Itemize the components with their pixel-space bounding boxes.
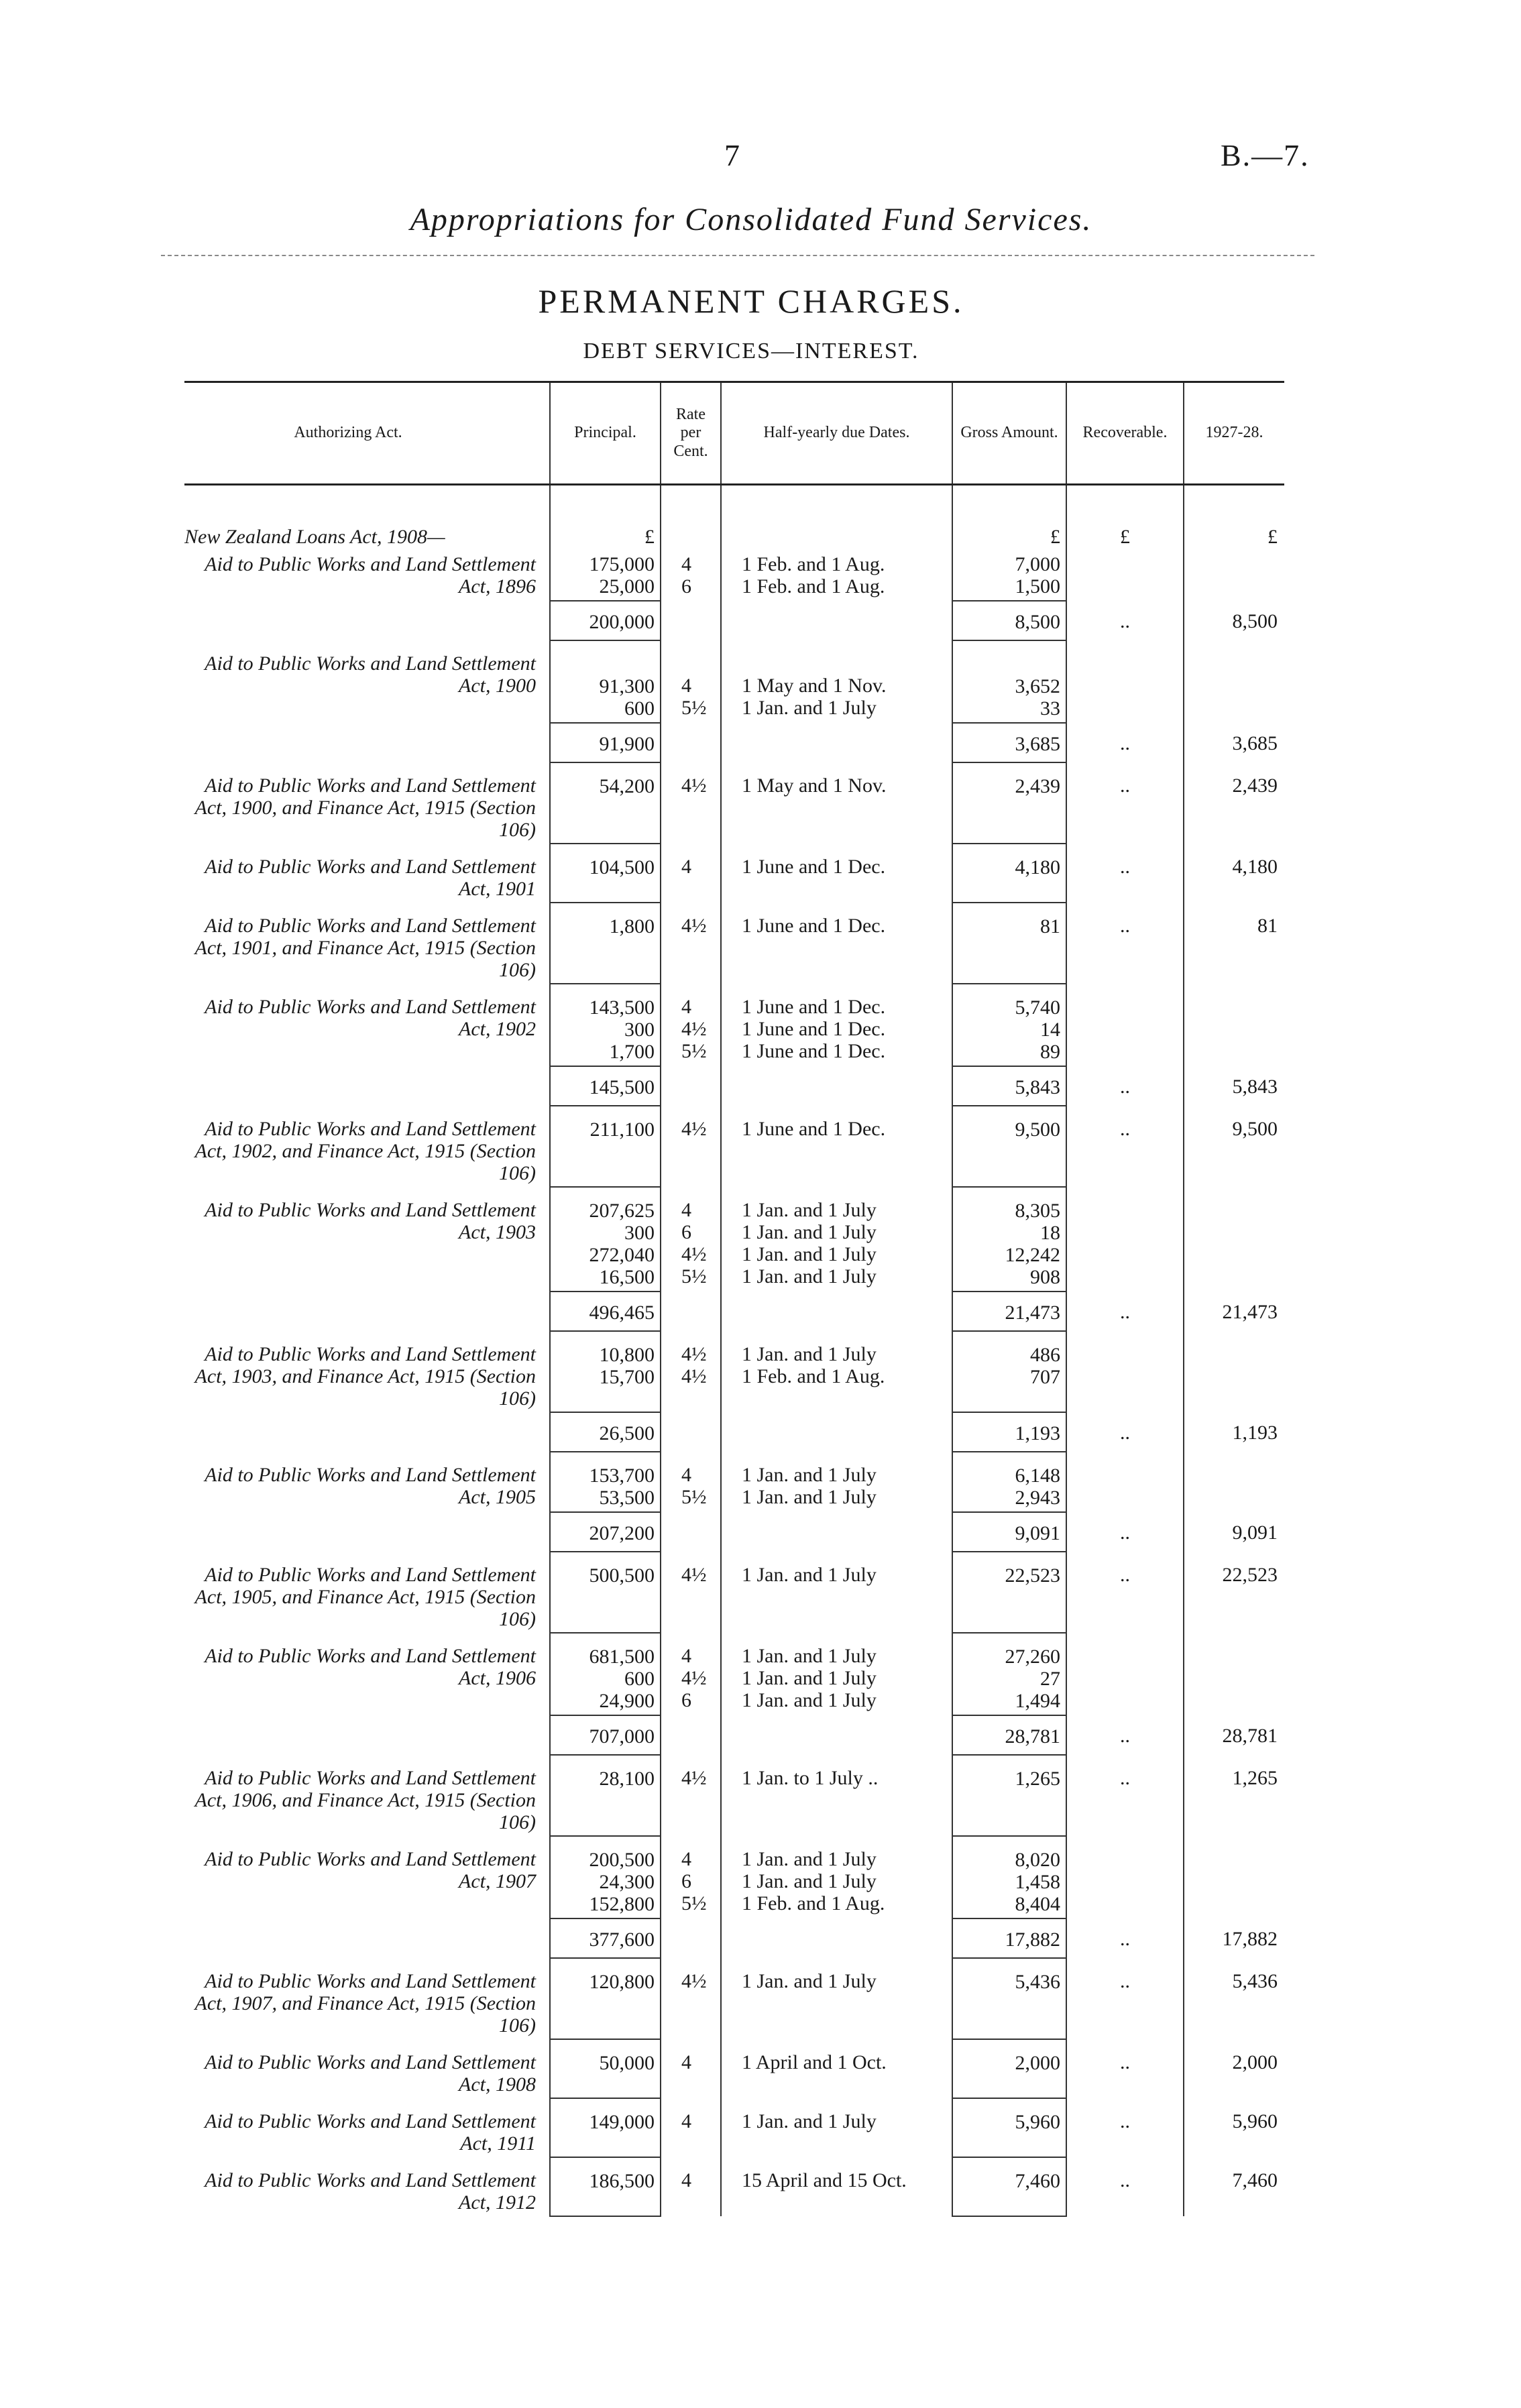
cell-due-dates: 1 June and 1 Dec. <box>721 903 952 984</box>
cell-recoverable <box>1066 1187 1184 1292</box>
cell-due-dates <box>721 1066 952 1106</box>
cell-due-dates: 1 June and 1 Dec. 1 June and 1 Dec. 1 June and 1 Dec. <box>721 984 952 1066</box>
cell-year-total <box>1184 1331 1284 1412</box>
cell-year-total: 1,265 <box>1232 1767 1278 1789</box>
cell-authorizing-act: Aid to Public Works and Land Settlement Act, 1903 <box>205 1199 536 1243</box>
cell-principal: 1,800 <box>550 903 661 984</box>
table-row <box>184 1331 1284 1412</box>
cell-authorizing-act: Aid to Public Works and Land Settlement Act, 1906, and Finance Act, 1915 (Section 106) <box>194 1767 536 1833</box>
cell-principal: 104,500 <box>550 844 661 903</box>
cell-principal: £ <box>550 485 661 551</box>
cell-recoverable: .. <box>1066 1918 1184 1958</box>
cell-due-dates: 1 Jan. and 1 July 1 Jan. and 1 July 1 Jan. and 1 July <box>721 1633 952 1715</box>
subtotal-row <box>184 723 1284 762</box>
cell-principal: 91,300 600 <box>550 640 661 723</box>
table-row <box>184 984 1284 1066</box>
table-row <box>184 485 1284 551</box>
table-row <box>184 2039 1284 2098</box>
cell-due-dates: 1 June and 1 Dec. <box>721 1106 952 1187</box>
cell-gross-amount: 5,843 <box>952 1066 1066 1106</box>
cell-due-dates <box>721 723 952 762</box>
cell-gross-amount: 8,020 1,458 8,404 <box>952 1836 1066 1918</box>
cell-recoverable: .. <box>1066 1552 1184 1633</box>
subtotal-row <box>184 1512 1284 1552</box>
cell-gross-amount: 1,265 <box>952 1755 1066 1836</box>
cell-year-total: 2,000 <box>1232 2051 1278 2073</box>
cell-gross-amount: 21,473 <box>952 1292 1066 1331</box>
subtotal-row <box>184 1292 1284 1331</box>
cell-principal: 143,500 300 1,700 <box>550 984 661 1066</box>
subtotal-row <box>184 1918 1284 1958</box>
cell-principal: 207,200 <box>550 1512 661 1552</box>
cell-year-total <box>1184 551 1284 601</box>
table-row <box>184 1552 1284 1633</box>
table-row <box>184 1187 1284 1292</box>
cell-rate <box>661 1292 721 1331</box>
cell-principal: 175,000 25,000 <box>550 551 661 601</box>
cell-due-dates: 1 Jan. and 1 July <box>721 2098 952 2157</box>
table-row <box>184 844 1284 903</box>
header-due-dates: Half-yearly due Dates. <box>721 382 952 485</box>
table-row <box>184 2157 1284 2216</box>
cell-authorizing-act: Aid to Public Works and Land Settlement Act, 1908 <box>205 2051 536 2096</box>
cell-gross-amount: 5,436 <box>952 1958 1066 2039</box>
page-heading: Appropriations for Consolidated Fund Services. <box>410 202 1092 237</box>
subtotal-row <box>184 1066 1284 1106</box>
cell-recoverable <box>1066 1633 1184 1715</box>
cell-rate <box>661 723 721 762</box>
cell-recoverable: .. <box>1066 601 1184 640</box>
cell-gross-amount: 1,193 <box>952 1412 1066 1452</box>
cell-year-total <box>1184 984 1284 1066</box>
cell-year-total <box>1184 1187 1284 1292</box>
cell-rate <box>661 485 721 551</box>
page-subtitle: DEBT SERVICES—INTEREST. <box>583 339 919 363</box>
table-row <box>184 1755 1284 1836</box>
cell-recoverable: .. <box>1066 2098 1184 2157</box>
cell-authorizing-act: Aid to Public Works and Land Settlement Act, 1905 <box>205 1464 536 1508</box>
table-row <box>184 1633 1284 1715</box>
cell-year-total <box>1184 1633 1284 1715</box>
cell-principal: 145,500 <box>550 1066 661 1106</box>
cell-gross-amount: 22,523 <box>952 1552 1066 1633</box>
subtotal-row <box>184 601 1284 640</box>
cell-gross-amount: 3,652 33 <box>952 640 1066 723</box>
cell-gross-amount: 5,740 14 89 <box>952 984 1066 1066</box>
cell-year-total <box>1184 1836 1284 1918</box>
cell-rate: 4 6 4½ 5½ <box>661 1187 721 1292</box>
cell-year-total: 3,685 <box>1232 732 1278 754</box>
cell-principal: 186,500 <box>550 2157 661 2216</box>
cell-principal: 28,100 <box>550 1755 661 1836</box>
cell-year-total: 9,091 <box>1232 1522 1278 1544</box>
cell-recoverable: .. <box>1066 1106 1184 1187</box>
cell-rate: 4½ <box>661 1106 721 1187</box>
cell-gross-amount: 2,439 <box>952 762 1066 844</box>
cell-due-dates: 1 May and 1 Nov. 1 Jan. and 1 July <box>721 640 952 723</box>
debt-interest-table <box>184 381 1284 2217</box>
cell-rate <box>661 1512 721 1552</box>
cell-rate: 4 <box>661 2039 721 2098</box>
page-reference: B.—7. <box>1221 138 1310 172</box>
cell-principal: 50,000 <box>550 2039 661 2098</box>
cell-authorizing-act: Aid to Public Works and Land Settlement Act, 1907, and Finance Act, 1915 (Section 106) <box>194 1970 536 2037</box>
cell-recoverable <box>1066 1452 1184 1512</box>
header-rate: Rate per Cent. <box>661 382 721 485</box>
cell-due-dates: 1 May and 1 Nov. <box>721 762 952 844</box>
cell-due-dates: 1 April and 1 Oct. <box>721 2039 952 2098</box>
cell-rate <box>661 601 721 640</box>
cell-due-dates: 1 Jan. and 1 July 1 Feb. and 1 Aug. <box>721 1331 952 1412</box>
cell-authorizing-act <box>184 1512 550 1552</box>
cell-recoverable: .. <box>1066 1412 1184 1452</box>
cell-rate: 4 4½ 5½ <box>661 984 721 1066</box>
cell-due-dates <box>721 1715 952 1755</box>
cell-gross-amount: 5,960 <box>952 2098 1066 2157</box>
cell-due-dates <box>721 1292 952 1331</box>
table-row <box>184 903 1284 984</box>
cell-recoverable: .. <box>1066 1066 1184 1106</box>
cell-principal: 211,100 <box>550 1106 661 1187</box>
cell-due-dates: 15 April and 15 Oct. <box>721 2157 952 2216</box>
cell-authorizing-act <box>184 1715 550 1755</box>
cell-rate: 4 <box>661 2098 721 2157</box>
cell-year-total: 4,180 <box>1232 856 1278 878</box>
cell-principal: 496,465 <box>550 1292 661 1331</box>
header-recoverable: Recoverable. <box>1066 382 1184 485</box>
subtotal-row <box>184 1715 1284 1755</box>
cell-gross-amount: £ <box>952 485 1066 551</box>
cell-authorizing-act: Aid to Public Works and Land Settlement Act, 1896 <box>205 553 536 597</box>
cell-rate: 4½ <box>661 1755 721 1836</box>
cell-rate: 4½ <box>661 1552 721 1633</box>
cell-principal: 707,000 <box>550 1715 661 1755</box>
cell-gross-amount: 486 707 <box>952 1331 1066 1412</box>
cell-recoverable <box>1066 640 1184 723</box>
cell-due-dates <box>721 485 952 551</box>
cell-rate <box>661 1066 721 1106</box>
cell-year-total: 8,500 <box>1232 610 1278 632</box>
cell-authorizing-act: Aid to Public Works and Land Settlement Act, 1912 <box>205 2169 536 2214</box>
cell-recoverable <box>1066 1836 1184 1918</box>
header-gross-amount: Gross Amount. <box>952 382 1066 485</box>
table-row <box>184 1106 1284 1187</box>
cell-recoverable: .. <box>1066 1755 1184 1836</box>
cell-recoverable: .. <box>1066 2157 1184 2216</box>
cell-gross-amount: 9,500 <box>952 1106 1066 1187</box>
cell-rate <box>661 1412 721 1452</box>
cell-authorizing-act <box>184 1412 550 1452</box>
cell-authorizing-act <box>184 601 550 640</box>
cell-authorizing-act: Aid to Public Works and Land Settlement Act, 1901 <box>205 856 536 900</box>
cell-gross-amount: 28,781 <box>952 1715 1066 1755</box>
cell-gross-amount: 27,260 27 1,494 <box>952 1633 1066 1715</box>
cell-due-dates: 1 Jan. and 1 July 1 Jan. and 1 July <box>721 1452 952 1512</box>
cell-due-dates: 1 Jan. and 1 July 1 Jan. and 1 July 1 Jan. and 1 July 1 Jan. and 1 July <box>721 1187 952 1292</box>
cell-rate <box>661 1715 721 1755</box>
table-row <box>184 640 1284 723</box>
cell-recoverable: .. <box>1066 844 1184 903</box>
cell-gross-amount: 4,180 <box>952 844 1066 903</box>
cell-year-total <box>1184 1452 1284 1512</box>
cell-authorizing-act: Aid to Public Works and Land Settlement Act, 1906 <box>205 1645 536 1689</box>
cell-rate: 4 4½ 6 <box>661 1633 721 1715</box>
cell-principal: 120,800 <box>550 1958 661 2039</box>
cell-recoverable: .. <box>1066 1292 1184 1331</box>
cell-year-total: £ <box>1268 526 1278 548</box>
cell-rate: 4 5½ <box>661 640 721 723</box>
cell-principal: 26,500 <box>550 1412 661 1452</box>
header-authorizing-act: Authorizing Act. <box>184 382 550 485</box>
cell-authorizing-act: Aid to Public Works and Land Settlement Act, 1902 <box>205 996 536 1040</box>
cell-authorizing-act <box>184 1066 550 1106</box>
cell-year-total: 9,500 <box>1232 1118 1278 1140</box>
cell-year-total: 21,473 <box>1222 1301 1278 1323</box>
page-title: PERMANENT CHARGES. <box>538 282 964 320</box>
header-year: 1927-28. <box>1184 382 1284 485</box>
cell-recoverable: .. <box>1066 762 1184 844</box>
table-row <box>184 762 1284 844</box>
cell-gross-amount: 8,305 18 12,242 908 <box>952 1187 1066 1292</box>
cell-rate: 4½ <box>661 762 721 844</box>
cell-authorizing-act: New Zealand Loans Act, 1908— <box>184 526 445 548</box>
cell-principal: 377,600 <box>550 1918 661 1958</box>
cell-gross-amount: 7,000 1,500 <box>952 551 1066 601</box>
cell-due-dates <box>721 601 952 640</box>
cell-authorizing-act: Aid to Public Works and Land Settlement Act, 1903, and Finance Act, 1915 (Section 106) <box>194 1343 536 1410</box>
cell-principal: 149,000 <box>550 2098 661 2157</box>
cell-year-total <box>1184 640 1284 723</box>
cell-gross-amount: 17,882 <box>952 1918 1066 1958</box>
cell-year-total: 5,960 <box>1232 2110 1278 2132</box>
cell-year-total: 81 <box>1257 915 1278 937</box>
cell-due-dates: 1 June and 1 Dec. <box>721 844 952 903</box>
cell-authorizing-act: Aid to Public Works and Land Settlement Act, 1900 <box>205 652 536 697</box>
cell-due-dates <box>721 1412 952 1452</box>
cell-principal: 207,625 300 272,040 16,500 <box>550 1187 661 1292</box>
cell-principal: 153,700 53,500 <box>550 1452 661 1512</box>
dashed-divider <box>161 255 1314 256</box>
cell-principal: 200,000 <box>550 601 661 640</box>
cell-authorizing-act <box>184 1292 550 1331</box>
cell-principal: 200,500 24,300 152,800 <box>550 1836 661 1918</box>
cell-recoverable: .. <box>1066 2039 1184 2098</box>
cell-due-dates: 1 Jan. to 1 July .. <box>721 1755 952 1836</box>
cell-authorizing-act: Aid to Public Works and Land Settlement Act, 1907 <box>205 1848 536 1892</box>
cell-recoverable: .. <box>1066 1512 1184 1552</box>
cell-recoverable <box>1066 1331 1184 1412</box>
cell-rate: 4 6 <box>661 551 721 601</box>
cell-authorizing-act: Aid to Public Works and Land Settlement Act, 1905, and Finance Act, 1915 (Section 106) <box>194 1564 536 1630</box>
subtotal-row <box>184 1412 1284 1452</box>
cell-rate: 4 6 5½ <box>661 1836 721 1918</box>
cell-gross-amount: 7,460 <box>952 2157 1066 2216</box>
table-row <box>184 2098 1284 2157</box>
cell-rate: 4 <box>661 844 721 903</box>
cell-rate <box>661 1918 721 1958</box>
cell-year-total: 28,781 <box>1222 1725 1278 1747</box>
cell-due-dates: 1 Jan. and 1 July <box>721 1552 952 1633</box>
cell-principal: 681,500 600 24,900 <box>550 1633 661 1715</box>
cell-due-dates: 1 Jan. and 1 July 1 Jan. and 1 July 1 Feb. and 1 Aug. <box>721 1836 952 1918</box>
cell-rate: 4½ <box>661 903 721 984</box>
cell-due-dates: 1 Jan. and 1 July <box>721 1958 952 2039</box>
cell-recoverable <box>1066 984 1184 1066</box>
cell-authorizing-act <box>184 723 550 762</box>
cell-rate: 4 5½ <box>661 1452 721 1512</box>
cell-due-dates <box>721 1512 952 1552</box>
cell-gross-amount: 2,000 <box>952 2039 1066 2098</box>
cell-recoverable: .. <box>1066 1715 1184 1755</box>
cell-due-dates <box>721 1918 952 1958</box>
cell-due-dates: 1 Feb. and 1 Aug. 1 Feb. and 1 Aug. <box>721 551 952 601</box>
table-row <box>184 1958 1284 2039</box>
cell-year-total: 5,436 <box>1232 1970 1278 1992</box>
cell-year-total: 5,843 <box>1232 1076 1278 1098</box>
table-body <box>184 485 1284 2217</box>
cell-recoverable: .. <box>1066 723 1184 762</box>
cell-recoverable: .. <box>1066 1958 1184 2039</box>
cell-rate: 4 <box>661 2157 721 2216</box>
header-principal: Principal. <box>550 382 661 485</box>
cell-recoverable <box>1066 551 1184 601</box>
cell-rate: 4½ 4½ <box>661 1331 721 1412</box>
cell-recoverable: .. <box>1066 903 1184 984</box>
cell-gross-amount: 81 <box>952 903 1066 984</box>
cell-principal: 500,500 <box>550 1552 661 1633</box>
cell-gross-amount: 3,685 <box>952 723 1066 762</box>
cell-principal: 54,200 <box>550 762 661 844</box>
cell-authorizing-act <box>184 1918 550 1958</box>
page-number: 7 <box>724 138 740 172</box>
cell-year-total: 7,460 <box>1232 2169 1278 2191</box>
cell-gross-amount: 9,091 <box>952 1512 1066 1552</box>
cell-gross-amount: 6,148 2,943 <box>952 1452 1066 1512</box>
cell-authorizing-act: Aid to Public Works and Land Settlement Act, 1900, and Finance Act, 1915 (Section 106) <box>194 775 536 841</box>
cell-authorizing-act: Aid to Public Works and Land Settlement Act, 1911 <box>205 2110 536 2155</box>
table-header-row <box>184 382 1284 485</box>
cell-gross-amount: 8,500 <box>952 601 1066 640</box>
cell-authorizing-act: Aid to Public Works and Land Settlement Act, 1901, and Finance Act, 1915 (Section 106) <box>194 915 536 981</box>
table-row <box>184 1836 1284 1918</box>
cell-principal: 10,800 15,700 <box>550 1331 661 1412</box>
cell-year-total: 2,439 <box>1232 775 1278 797</box>
table-row <box>184 1452 1284 1512</box>
cell-principal: 91,900 <box>550 723 661 762</box>
cell-year-total: 1,193 <box>1232 1422 1278 1444</box>
cell-year-total: 17,882 <box>1222 1928 1278 1950</box>
table-row <box>184 551 1284 601</box>
cell-year-total: 22,523 <box>1222 1564 1278 1586</box>
cell-rate: 4½ <box>661 1958 721 2039</box>
cell-recoverable: £ <box>1066 485 1184 551</box>
cell-authorizing-act: Aid to Public Works and Land Settlement Act, 1902, and Finance Act, 1915 (Section 106) <box>194 1118 536 1184</box>
